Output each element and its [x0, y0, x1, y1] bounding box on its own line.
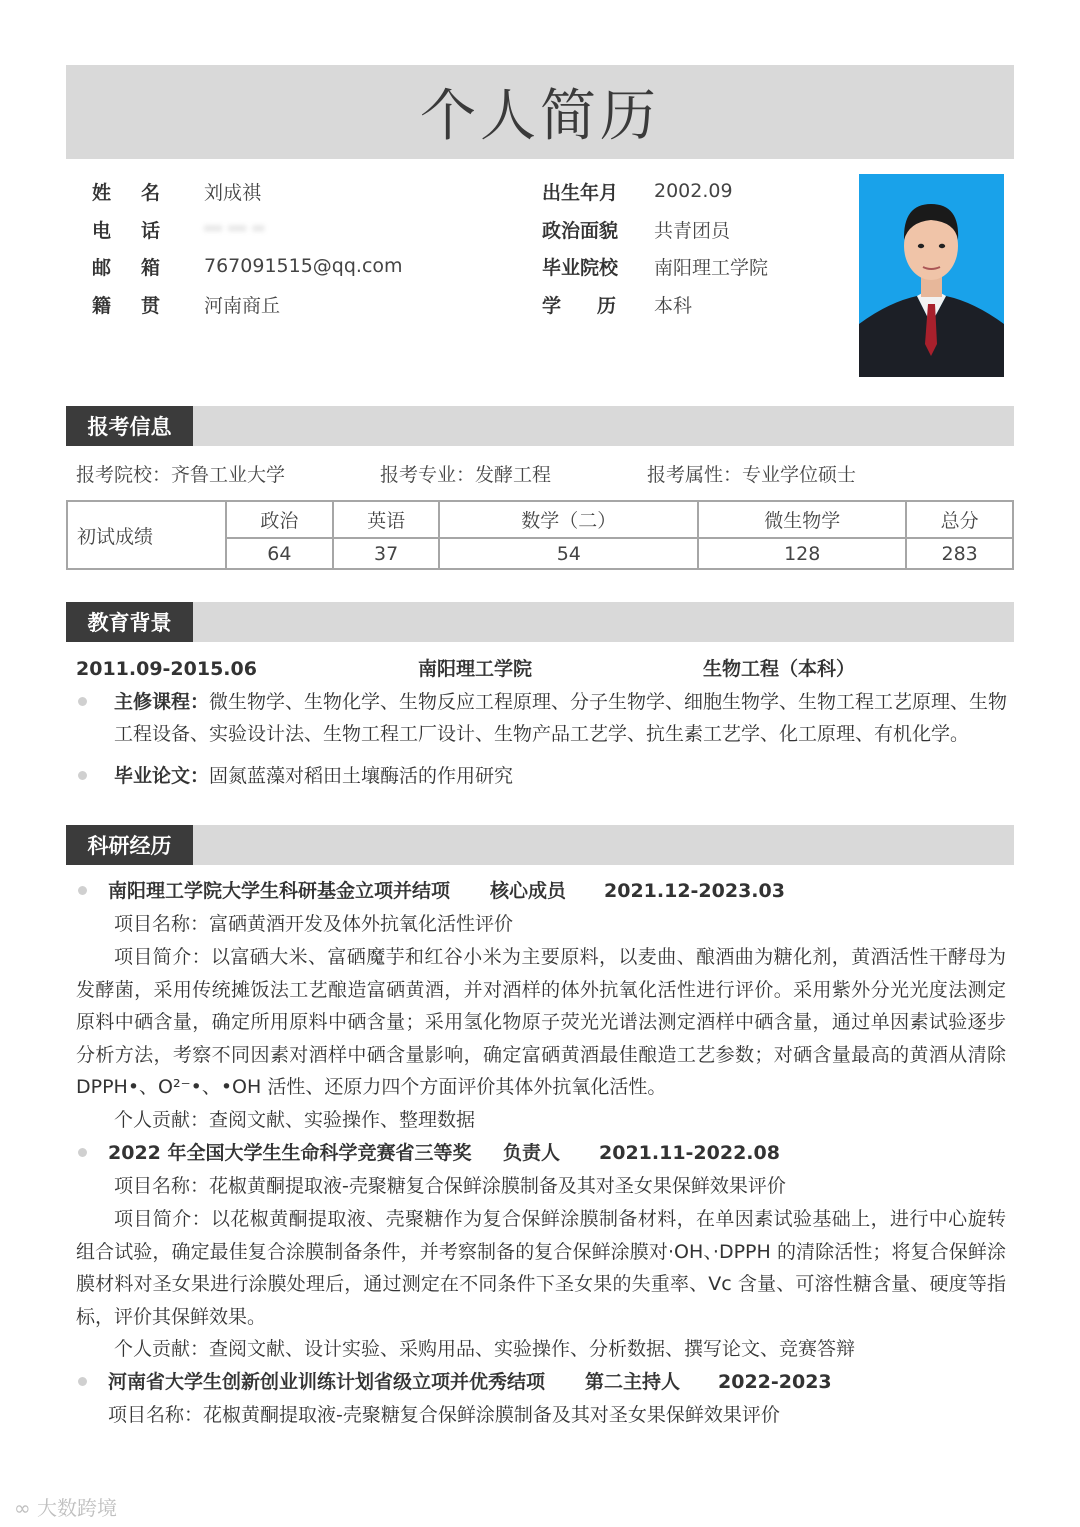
name-label: 姓名	[92, 181, 191, 204]
birth-row	[542, 172, 733, 210]
school-label: 毕业院校	[542, 256, 619, 279]
project3-role: 第二主持人	[585, 1371, 681, 1393]
thesis-text: 固氮蓝藻对稻田土壤酶活的作用研究	[209, 765, 514, 787]
score-cell: 283	[906, 538, 1013, 569]
project1-period: 2021.12-2023.03	[604, 880, 785, 902]
courses-text-1: 微生物学、生物化学、生物反应工程原理、分子生物学、细胞生物学、生物工程工艺原理、生物	[209, 691, 1008, 713]
bullet-icon	[78, 1148, 87, 1157]
page-title: 个人简历	[420, 84, 660, 149]
name-row	[92, 172, 261, 210]
score-cell: 37	[333, 538, 440, 569]
school-row	[542, 247, 768, 285]
bullet-icon	[78, 771, 87, 780]
project2-intro: 项目简介：以花椒黄酮提取液、壳聚糖作为复合保鲜涂膜制备材料，在单因素试验基础上，进行中心旋转组合试验，确定最佳复合涂膜制备条件，并考察制备的复合保鲜涂膜对·OH、·DPPH 的清除活性；将复合保鲜涂膜材料对圣女果进行涂膜处理后，通过测定在不同条件下圣女果的失重率、Vc 含量、可溶性糖含量、硬度等指标，评价其保鲜效果。	[76, 1208, 1006, 1328]
project2-name: 项目名称：花椒黄酮提取液-壳聚糖复合保鲜涂膜制备及其对圣女果保鲜效果评价	[114, 1175, 786, 1197]
phone-value: ··· ··· ··	[204, 218, 265, 240]
score-cell: 64	[226, 538, 333, 569]
phone-row	[92, 210, 264, 248]
birth-label: 出生年月	[542, 181, 619, 204]
origin-value: 河南商丘	[204, 294, 281, 317]
scores-table	[66, 500, 1014, 570]
project1-intro: 项目简介：以富硒大米、富硒魔芋和红谷小米为主要原料，以麦曲、酿酒曲为糖化剂，黄酒活性干酵母为发酵菌，采用传统摊饭法工艺酿造富硒黄酒，并对酒样的体外抗氧化活性进行评价。采用紫外分光光度法测定原料中硒含量，确定所用原料中硒含量；采用氢化物原子荧光光谱法测定酒样中硒含量，通过单因素试验逐步分析方法，考察不同因素对酒样中硒含量影响，确定富硒黄酒最佳酿造工艺参数；对硒含量最高的黄酒从清除 DPPH•、O²⁻•、•OH 活性、还原力四个方面评价其体外抗氧化活性。	[76, 946, 1006, 1099]
score-cell: 128	[698, 538, 906, 569]
origin-label: 籍贯	[92, 294, 191, 317]
email-value[interactable]: 767091515@qq.com	[204, 255, 403, 277]
subject-cell: 总分	[906, 501, 1013, 538]
section-apply	[66, 406, 1014, 446]
apply-type: 报考属性：专业学位硕士	[647, 464, 857, 486]
project2-title: 2022 年全国大学生生命科学竞赛省三等奖	[108, 1142, 472, 1164]
project1-name: 项目名称：富硒黄酒开发及体外抗氧化活性评价	[114, 913, 514, 935]
apply-major: 报考专业：发酵工程	[380, 464, 552, 486]
project1-contribution: 个人贡献：查阅文献、实验操作、整理数据	[114, 1109, 476, 1131]
phone-label: 电话	[92, 219, 191, 242]
degree-label: 学历	[542, 294, 653, 317]
origin-row	[92, 285, 280, 323]
bullet-icon	[78, 697, 87, 706]
project3-period: 2022-2023	[718, 1371, 832, 1393]
section-apply-title: 报考信息	[66, 406, 193, 446]
edu-school: 南阳理工学院	[418, 658, 533, 680]
bullet-icon	[78, 1377, 87, 1386]
courses-line1	[114, 686, 1007, 718]
section-education-title: 教育背景	[66, 602, 193, 642]
scores-row-label: 初试成绩	[67, 501, 226, 569]
project1-title: 南阳理工学院大学生科研基金立项并结项	[108, 880, 451, 902]
watermark-logo-icon: ∞	[14, 1496, 38, 1520]
degree-value: 本科	[654, 294, 693, 317]
email-label: 邮箱	[92, 256, 191, 279]
section-research	[66, 825, 1014, 865]
edu-period: 2011.09-2015.06	[76, 658, 257, 680]
edu-major: 生物工程（本科）	[703, 658, 856, 680]
thesis-label: 毕业论文：	[114, 765, 210, 787]
section-education	[66, 602, 1014, 642]
scores-header-row	[67, 501, 1013, 538]
project3-title: 河南省大学生创新创业训练计划省级立项并优秀结项	[108, 1371, 546, 1393]
politics-label: 政治面貌	[542, 219, 619, 242]
courses-label: 主修课程：	[114, 691, 210, 713]
project1-role: 核心成员	[490, 880, 567, 902]
politics-row	[542, 210, 730, 248]
bullet-icon	[78, 886, 87, 895]
project3-name: 项目名称：花椒黄酮提取液-壳聚糖复合保鲜涂膜制备及其对圣女果保鲜效果评价	[108, 1404, 780, 1426]
birth-value: 2002.09	[654, 180, 733, 202]
project2-role: 负责人	[503, 1142, 561, 1164]
subject-cell: 数学（二）	[439, 501, 698, 538]
politics-value: 共青团员	[654, 219, 731, 242]
courses-line2: 工程设备、实验设计法、生物工程工厂设计、生物产品工艺学、抗生素工艺学、化工原理、有机化学。	[114, 723, 970, 745]
subject-cell: 英语	[333, 501, 440, 538]
project2-period: 2021.11-2022.08	[599, 1142, 780, 1164]
thesis-line	[114, 760, 513, 792]
watermark-text: 大数跨境	[37, 1496, 118, 1520]
profile-photo	[859, 174, 1004, 377]
title-bar	[66, 65, 1014, 159]
subject-cell: 政治	[226, 501, 333, 538]
score-cell: 54	[439, 538, 698, 569]
degree-row	[542, 285, 692, 323]
email-row	[92, 247, 403, 285]
project2-contribution: 个人贡献：查阅文献、设计实验、采购用品、实验操作、分析数据、撰写论文、竞赛答辩	[114, 1338, 856, 1360]
apply-school: 报考院校：齐鲁工业大学	[76, 464, 286, 486]
watermark	[14, 1492, 117, 1521]
name-value: 刘成祺	[204, 181, 262, 204]
section-research-title: 科研经历	[66, 825, 193, 865]
subject-cell: 微生物学	[698, 501, 906, 538]
school-value: 南阳理工学院	[654, 256, 769, 279]
